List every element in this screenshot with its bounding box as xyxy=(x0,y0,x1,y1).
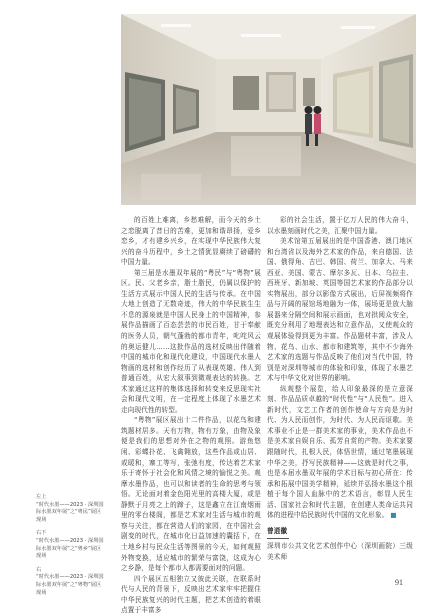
paragraph: 美术馆第五届展出的是中国香港、澳门地区和台湾省以及海外艺术家的作品，来自德国、法国、俄得角、古巴、韩国、荷兰、加拿大、马来西亚、美国、蒙古、摩尔多瓦、日本、乌拉圭、西班牙、新加坡、英国等国艺术家的作品部分以实物展出，部分以影像方式展出，后屏视频将作品与开阔的展馆场地融为一体，展场更是放大脑展器来分隔空间和展示画面，也对拱阅众安全，既充分利用了地理表达和立意作品，又使观众的观展体验得到更为丰富。作品题材丰富，涉及人物、花鸟、山水、都市和建筑等，其中不少海外艺术家的选题与作品反映了他们对当代中国，特别是对深圳等城市的体验和印象，体现了水墨艺术与中华文化对世界的影响。 xyxy=(267,237,413,383)
page-number: 91 xyxy=(395,578,403,587)
article-left-column xyxy=(121,215,261,616)
paragraph-text: 纵观整个展览，给人印象最深的是立意深刻、作品品质卓越的“时代性”与“人民性”。进入新时代，文艺工作者的创作使命与方向是为时代、为人民而创作，为时代、为人民而讴歌。美术事业不止是一群美术家的事业，美术作品也不是美术家自娱自乐、孤芳自赏的产物。美术家要跟随时代，扎根人民，体悟世情，通过笔墨展现中华之美，抒写民族精神——这就是时代之事，也是本届水墨双年展的学术目标与初心所在：传承和拓展中国美学精神，延续并弘扬水墨这个根植于每个国人血脉中的艺术语言，彰显人民生活、国家社会和时代主题，在创建人类命运共同体的进程中给民族时代中国的文化形象。 xyxy=(267,384,413,520)
paragraph: 第三届是水墨双年展的“粤民”与“粤物”展区。民、父老乡亲，脂土脂民，仍属以保护的生活方式展示中国人民的生活与传承。在中国大地上创造了无数奇迹，伟大的中华民族生生不息的源泉就是中国人民身上的中国精神，参展作品描画了百态芸芸的市民百姓，甘于奉献的医务人员，朝气蓬勃的都市青年，叱咤风云的奥运健儿……这批作品的选材反映出伴随着中国的城市化和现代化建设，中国现代水墨人物画的选材和创作经历了从表现英雄、伟人到普通百姓，从宏大叙事到微观表达的转换。艺术家通过这样的集体选择和转变来反思现实社会和现代文明，在一定程度上体现了水墨艺术走向现代性的转型。 xyxy=(121,268,261,414)
end-mark-icon: ■ xyxy=(390,511,397,520)
caption-position: 右 xyxy=(36,566,42,573)
author-name: 曾逍徽 xyxy=(267,526,288,535)
caption xyxy=(36,494,106,524)
paragraph xyxy=(267,384,413,521)
caption xyxy=(36,530,106,560)
caption-text: “时代水墨——2023 · 深圳国际水墨双年展”之“粤物”展区现场 xyxy=(36,574,104,596)
caption-position: 右下 xyxy=(36,530,47,537)
exhibition-photo xyxy=(121,14,416,205)
paragraph: 的百姓上难离，乡愁难解，而今天的乡土之恋脱离了昔日的苦难，更加和谐昂扬，爱乡恋乡，才有建乡兴乡，在实现中华民族伟大复兴的奋斗历程中，乡土之情犹显赓续了磅礴的中国力量。 xyxy=(121,216,261,267)
signature-divider xyxy=(267,538,289,539)
caption-text: “时代水墨——2023 · 深圳国际水墨双年展”之“粤民”展区现场 xyxy=(36,501,104,523)
caption-text: “时代水墨——2023 · 深圳国际水墨双年展”之“粤乡”展区现场 xyxy=(36,537,104,560)
author-title: 深圳市公共文化艺术创作中心（深圳画院）三级美术师 xyxy=(267,542,413,561)
paragraph: 彩的社会生活，置于亿万人民的伟大奋斗，以水墨刻画时代之美，汇聚中国力量。 xyxy=(267,216,413,235)
article-right-column xyxy=(267,215,413,562)
author-signature xyxy=(267,526,413,562)
caption xyxy=(36,567,106,597)
caption-position: 左上 xyxy=(36,494,47,500)
gallery-exhibition-photo xyxy=(121,14,416,205)
paragraph: 四个展区五相独立又彼此关联，在联系时代与人民的背景下，反映出艺术家牢牢把握住中华民族复兴的时代主题，把艺术创造的着眼点置于丰富多 xyxy=(121,574,261,615)
photo-captions xyxy=(36,494,106,603)
paragraph: “粤物”展区展出十二件作品，以花鸟和建筑题材居多。天有万物，物有万象，由物及象便是我们的思想对外在之物的观照。游鱼悠闲、彩蝶扑花、飞禽翱放，这些作品或山居、或暖和，寨工等写，张弛有度，传达着艺术家乐于寄怀于社会化和风情之境的愉悦之美。观摩水墨作品，也可以和读者的生命的思考与领悟。无论面对着金色阳光里的高楼大厦，或是静默于月亮之上的蹄子，这是鑫立在江南烟雨里的零台楼阁，都是艺术家对生活与城市的观察与关注，都在营造人们的家园，在中国社会剧变的时代，在城市化日益加速的囊括下，在土地乡村与民众生活等图景的今天，如何观照外物变换，适应城市的繁荣与富饶，这成为心之乡静，是每个都市人都需要面对的问题。 xyxy=(121,416,261,573)
